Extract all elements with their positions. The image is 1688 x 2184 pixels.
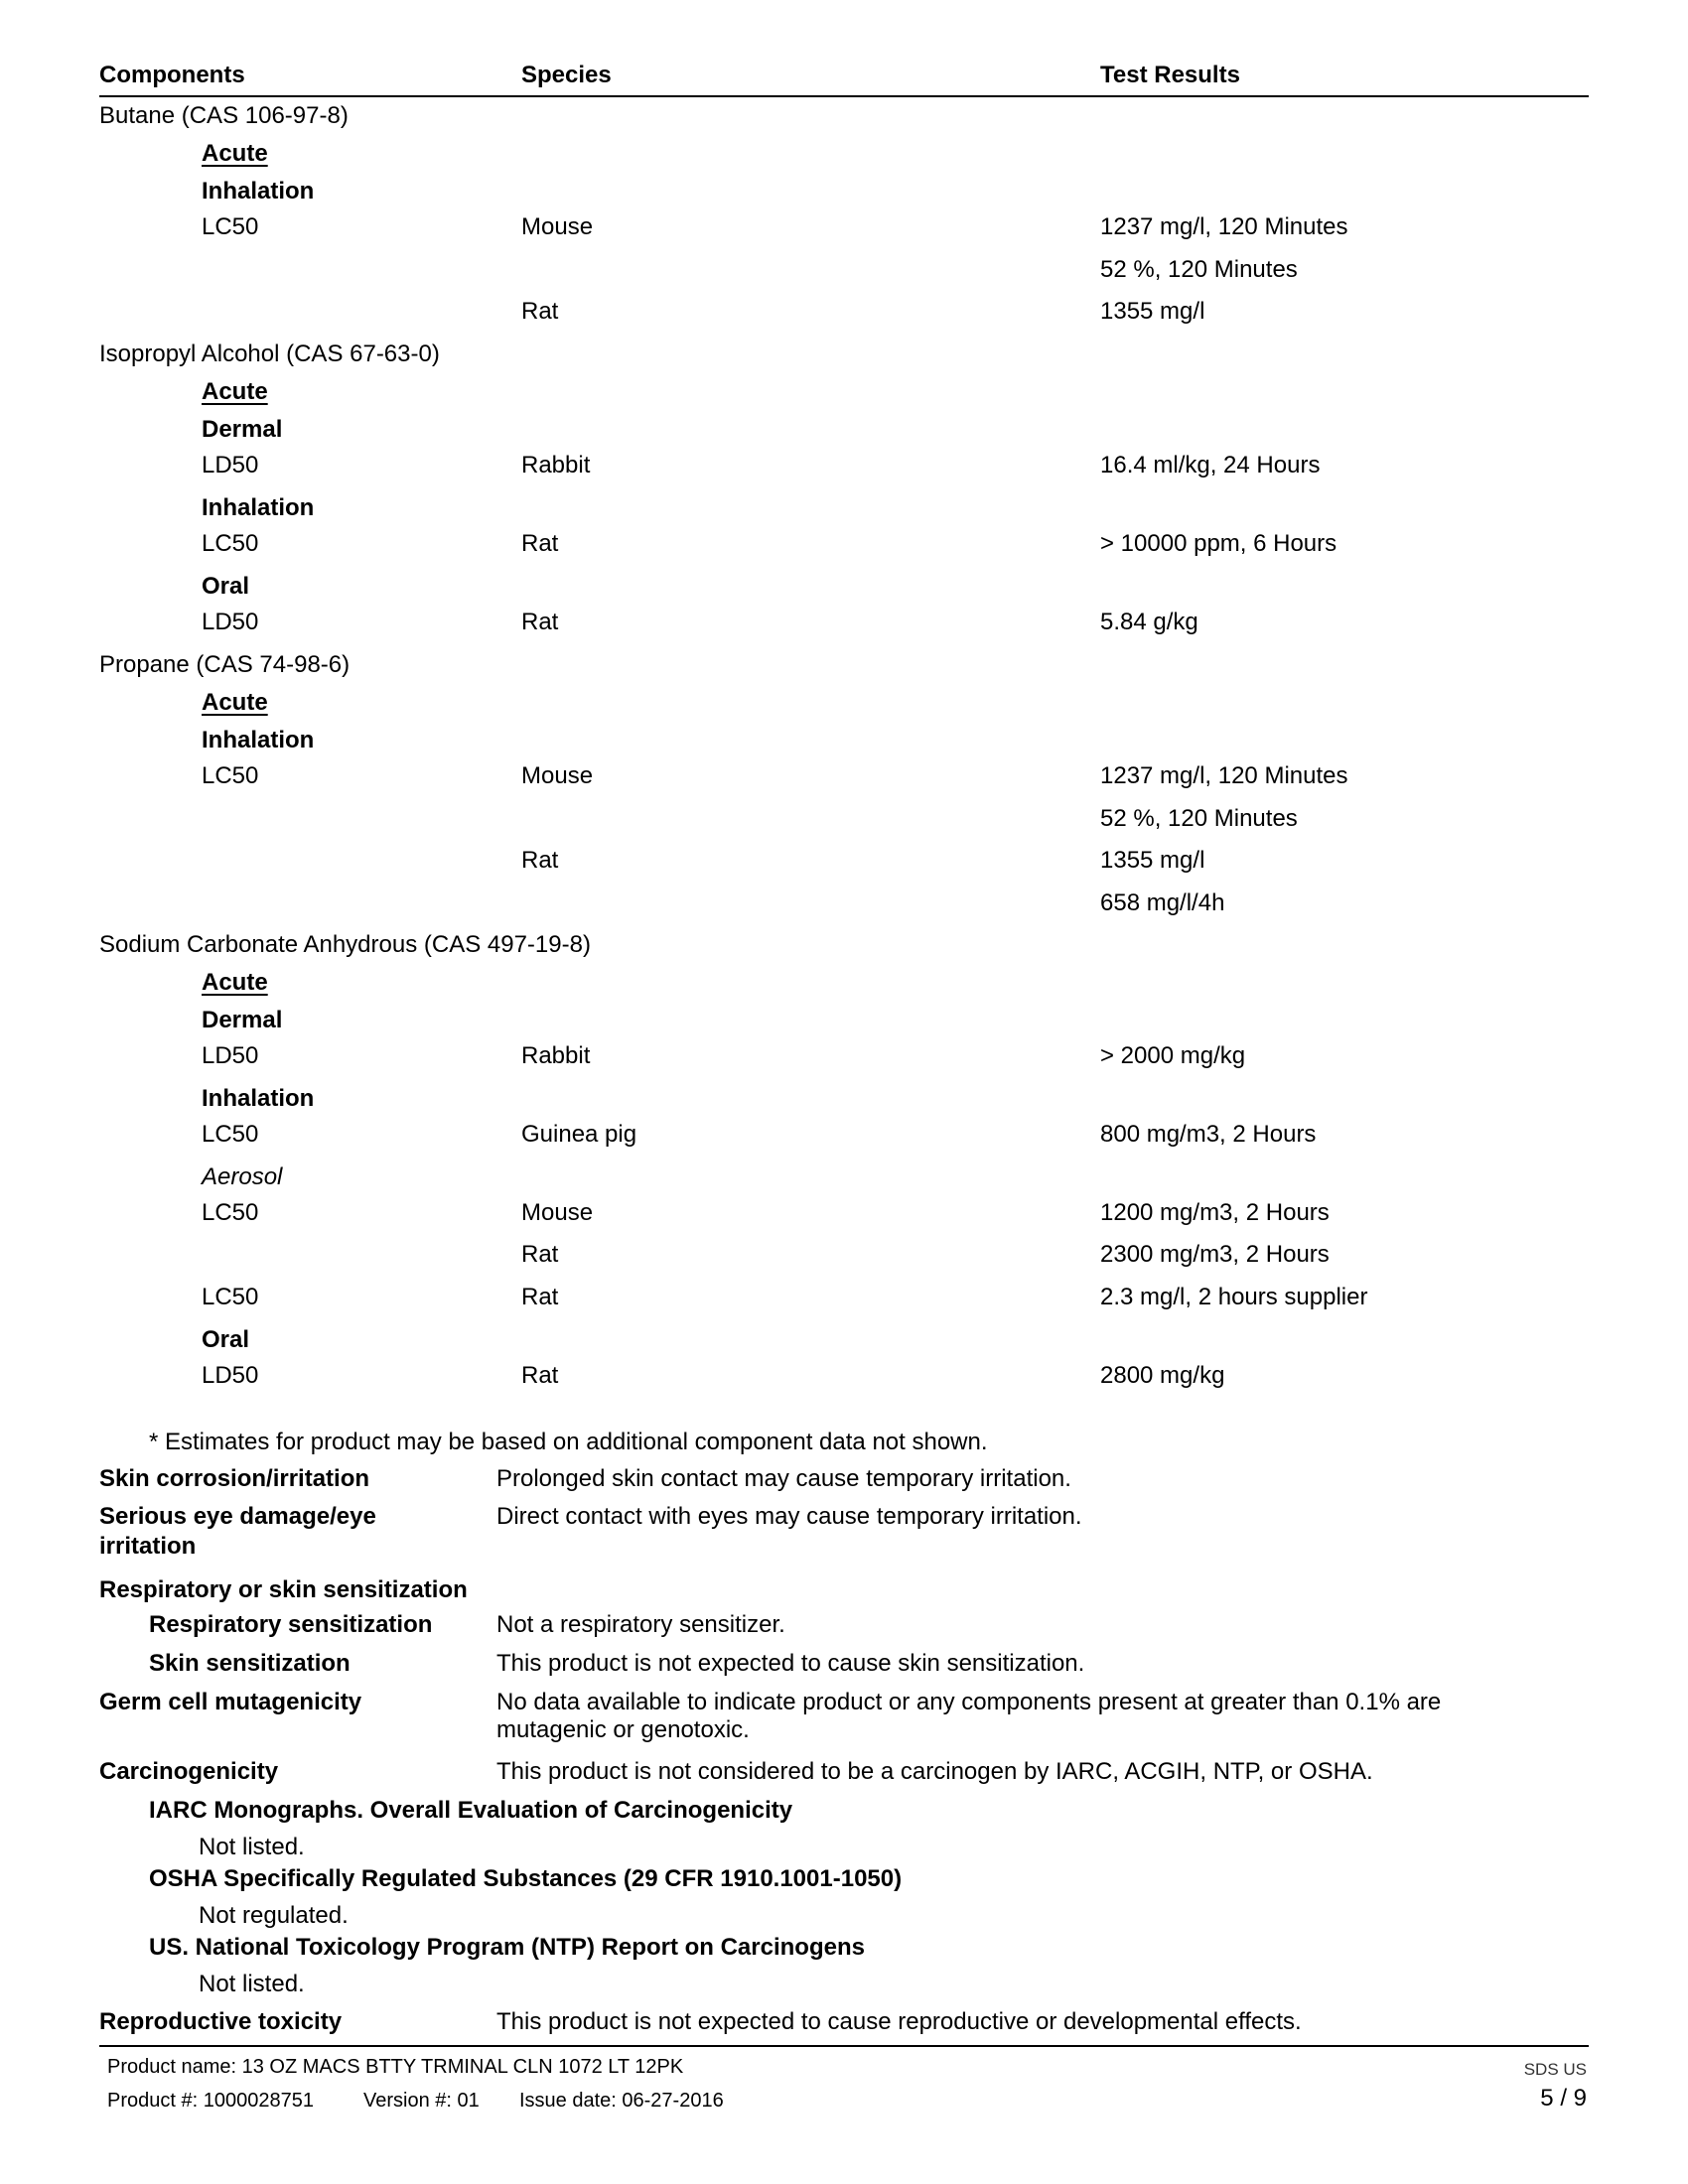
- carcinogenicity-label: Carcinogenicity: [99, 1758, 279, 1785]
- reproductive-label: Reproductive toxicity: [99, 2008, 343, 2035]
- iarc-label: IARC Monographs. Overall Evaluation of Carcinogenicity: [149, 1797, 793, 1824]
- butane-result-3: 1355 mg/l: [1100, 298, 1205, 325]
- propane-mouse: Mouse: [521, 762, 594, 789]
- respiratory-sensitization-label: Respiratory sensitization: [149, 1611, 433, 1638]
- carcinogenicity-text: This product is not considered to be a carcinogen by IARC, ACGIH, NTP, or OSHA.: [496, 1758, 1373, 1785]
- eye-damage-label-2: irritation: [99, 1533, 197, 1560]
- isopropyl-rat-inh: Rat: [521, 530, 559, 557]
- sodium-result-rat-aer: 2300 mg/m3, 2 Hours: [1100, 1241, 1330, 1268]
- sodium-lc50-2: LC50: [202, 1284, 259, 1310]
- skin-corrosion-text: Prolonged skin contact may cause temporary irritation.: [496, 1465, 1071, 1492]
- component-sodium-carbonate: Sodium Carbonate Anhydrous (CAS 497-19-8): [99, 931, 591, 958]
- sodium-guinea-pig: Guinea pig: [521, 1121, 637, 1148]
- eye-damage-label-1: Serious eye damage/eye: [99, 1503, 376, 1530]
- sodium-ld50-oral: LD50: [202, 1362, 259, 1389]
- footnote: * Estimates for product may be based on additional component data not shown.: [149, 1429, 988, 1455]
- sodium-dermal: Dermal: [202, 1007, 283, 1033]
- isopropyl-result-inh: > 10000 ppm, 6 Hours: [1100, 530, 1337, 557]
- germ-cell-text-1: No data available to indicate product or any components present at greater than 0.1% are: [496, 1689, 1442, 1715]
- propane-acute: Acute: [202, 689, 268, 716]
- isopropyl-acute: Acute: [202, 378, 268, 405]
- sodium-rabbit: Rabbit: [521, 1042, 591, 1069]
- isopropyl-rabbit: Rabbit: [521, 452, 591, 478]
- ntp-text: Not listed.: [199, 1971, 305, 1997]
- sodium-lc50-aer: LC50: [202, 1199, 259, 1226]
- butane-inhalation: Inhalation: [202, 178, 315, 205]
- respiratory-sensitization-text: Not a respiratory sensitizer.: [496, 1611, 785, 1638]
- isopropyl-oral: Oral: [202, 573, 250, 600]
- header-species: Species: [521, 62, 612, 88]
- footer-product-number: Product #: 1000028751: [107, 2090, 314, 2112]
- isopropyl-inhalation: Inhalation: [202, 494, 315, 521]
- propane-inhalation: Inhalation: [202, 727, 315, 753]
- header-rule: [99, 95, 1589, 97]
- butane-lc50: LC50: [202, 213, 259, 240]
- butane-rat: Rat: [521, 298, 559, 325]
- component-isopropyl: Isopropyl Alcohol (CAS 67-63-0): [99, 341, 440, 367]
- propane-result-2: 52 %, 120 Minutes: [1100, 805, 1298, 832]
- iarc-text: Not listed.: [199, 1834, 305, 1860]
- ntp-label: US. National Toxicology Program (NTP) Report on Carcinogens: [149, 1934, 865, 1961]
- header-test-results: Test Results: [1100, 62, 1240, 88]
- component-propane: Propane (CAS 74-98-6): [99, 651, 351, 678]
- footer-version: Version #: 01: [363, 2090, 480, 2112]
- reproductive-text: This product is not expected to cause reproductive or developmental effects.: [496, 2008, 1302, 2035]
- isopropyl-rat-oral: Rat: [521, 609, 559, 635]
- sodium-oral: Oral: [202, 1326, 250, 1353]
- footer-product-name: Product name: 13 OZ MACS BTTY TRMINAL CLN 1072 LT 12PK: [107, 2056, 684, 2078]
- propane-rat: Rat: [521, 847, 559, 874]
- isopropyl-lc50: LC50: [202, 530, 259, 557]
- sodium-acute: Acute: [202, 969, 268, 996]
- sodium-ld50-dermal: LD50: [202, 1042, 259, 1069]
- footer-rule: [99, 2045, 1589, 2047]
- sodium-rat-oral: Rat: [521, 1362, 559, 1389]
- skin-sensitization-label: Skin sensitization: [149, 1650, 351, 1677]
- sodium-rat-2: Rat: [521, 1284, 559, 1310]
- skin-sensitization-text: This product is not expected to cause skin sensitization.: [496, 1650, 1085, 1677]
- propane-result-3: 1355 mg/l: [1100, 847, 1205, 874]
- header-components: Components: [99, 62, 245, 88]
- footer-sds-us: SDS US: [1523, 2060, 1587, 2079]
- sodium-lc50-inh: LC50: [202, 1121, 259, 1148]
- germ-cell-text-2: mutagenic or genotoxic.: [496, 1716, 750, 1743]
- sodium-result-rat-2: 2.3 mg/l, 2 hours supplier: [1100, 1284, 1368, 1310]
- butane-result-1: 1237 mg/l, 120 Minutes: [1100, 213, 1348, 240]
- propane-result-4: 658 mg/l/4h: [1100, 889, 1225, 916]
- sodium-aerosol: Aerosol: [202, 1163, 283, 1190]
- sodium-result-guinea: 800 mg/m3, 2 Hours: [1100, 1121, 1317, 1148]
- footer-page-number: 5 / 9: [1540, 2085, 1587, 2112]
- resp-skin-sensitization-label: Respiratory or skin sensitization: [99, 1576, 468, 1603]
- isopropyl-ld50-oral: LD50: [202, 609, 259, 635]
- footer-issue-date: Issue date: 06-27-2016: [519, 2090, 724, 2112]
- sodium-result-mouse-aer: 1200 mg/m3, 2 Hours: [1100, 1199, 1330, 1226]
- isopropyl-dermal: Dermal: [202, 416, 283, 443]
- propane-lc50: LC50: [202, 762, 259, 789]
- osha-text: Not regulated.: [199, 1902, 349, 1929]
- butane-mouse: Mouse: [521, 213, 594, 240]
- isopropyl-result-oral: 5.84 g/kg: [1100, 609, 1198, 635]
- sodium-inhalation: Inhalation: [202, 1085, 315, 1112]
- eye-damage-text: Direct contact with eyes may cause temporary irritation.: [496, 1503, 1082, 1530]
- sodium-result-oral: 2800 mg/kg: [1100, 1362, 1225, 1389]
- germ-cell-label: Germ cell mutagenicity: [99, 1689, 362, 1715]
- component-butane: Butane (CAS 106-97-8): [99, 102, 349, 129]
- isopropyl-result-dermal: 16.4 ml/kg, 24 Hours: [1100, 452, 1321, 478]
- osha-label: OSHA Specifically Regulated Substances (29 CFR 1910.1001-1050): [149, 1865, 903, 1892]
- sodium-mouse-aer: Mouse: [521, 1199, 594, 1226]
- sodium-result-dermal: > 2000 mg/kg: [1100, 1042, 1246, 1069]
- sodium-rat-aer: Rat: [521, 1241, 559, 1268]
- butane-result-2: 52 %, 120 Minutes: [1100, 256, 1298, 283]
- butane-acute: Acute: [202, 140, 268, 167]
- isopropyl-ld50-dermal: LD50: [202, 452, 259, 478]
- skin-corrosion-label: Skin corrosion/irritation: [99, 1465, 370, 1492]
- propane-result-1: 1237 mg/l, 120 Minutes: [1100, 762, 1348, 789]
